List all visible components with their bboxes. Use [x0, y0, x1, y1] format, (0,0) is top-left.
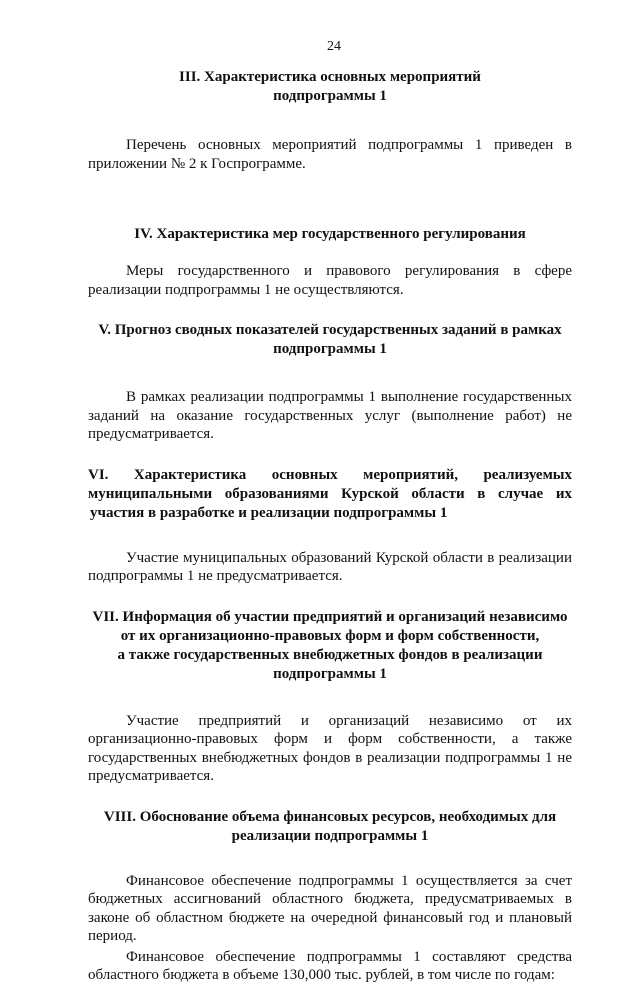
section-7-heading-line-4: подпрограммы 1 [273, 665, 387, 682]
section-5-heading [88, 321, 572, 359]
document-page [88, 38, 572, 985]
section-7-heading-line-1: VII. Информация об участии предприятий и организаций независимо [92, 608, 568, 625]
section-3-heading [88, 68, 572, 106]
section-3-heading-line-2: подпрограммы 1 [273, 88, 387, 104]
section-6-paragraph: Участие муниципальных образований Курской области в реализации подпрограммы 1 не предусматривается. [88, 549, 572, 584]
section-6-heading-line-1: VI. Характеристика основных мероприятий, реализуемых [88, 466, 572, 483]
section-7-heading-line-2: от их организационно-правовых форм и форм собственности, [120, 627, 540, 644]
section-7-paragraph: Участие предприятий и организаций независимо от их организационно-правовых форм и форм собственности, а также государственных внебюджетных фондов в реализации подпрограммы 1 не предусматривается. [88, 712, 572, 784]
section-6-heading-line-2: муниципальными образованиями Курской области в случае их [88, 485, 572, 502]
section-3-paragraph: Перечень основных мероприятий подпрограммы 1 приведен в приложении № 2 к Госпрограмме. [88, 137, 572, 172]
section-5-heading-line-2: подпрограммы 1 [273, 341, 387, 357]
section-6-heading-line-3: участия в разработке и реализации подпрограммы 1 [90, 504, 448, 521]
section-8-paragraph-2: Финансовое обеспечение подпрограммы 1 составляют средства областного бюджета в объеме 130,000 тыс. рублей, в том числе по годам: [88, 948, 572, 983]
section-8-heading-line-2: реализации подпрограммы 1 [231, 827, 429, 844]
section-8-paragraph-1: Финансовое обеспечение подпрограммы 1 осуществляется за счет бюджетных ассигнований областного бюджета, предусматриваемых в законе об областном бюджете на очередной финансовый год и плановый период. [88, 872, 572, 944]
section-3-heading-line-1: III. Характеристика основных мероприятий [179, 69, 481, 85]
section-8-heading [88, 808, 572, 846]
section-4-paragraph: Меры государственного и правового регулирования в сфере реализации подпрограммы 1 не осуществляются. [88, 263, 572, 298]
section-8-heading-line-1: VIII. Обоснование объема финансовых ресурсов, необходимых для [103, 808, 557, 825]
page-number: 24 [327, 39, 341, 54]
section-7-heading-line-3: а также государственных внебюджетных фондов в реализации [117, 646, 543, 663]
section-4-heading [88, 225, 572, 244]
section-4-heading-line-1: IV. Характеристика мер государственного регулирования [134, 226, 526, 242]
section-7-heading [88, 608, 572, 684]
section-5-heading-line-1: V. Прогноз сводных показателей государственных заданий в рамках [98, 322, 562, 338]
section-6-heading [88, 466, 572, 523]
section-5-paragraph: В рамках реализации подпрограммы 1 выполнение государственных заданий на оказание государственных услуг (выполнение работ) не предусматривается. [88, 389, 572, 442]
